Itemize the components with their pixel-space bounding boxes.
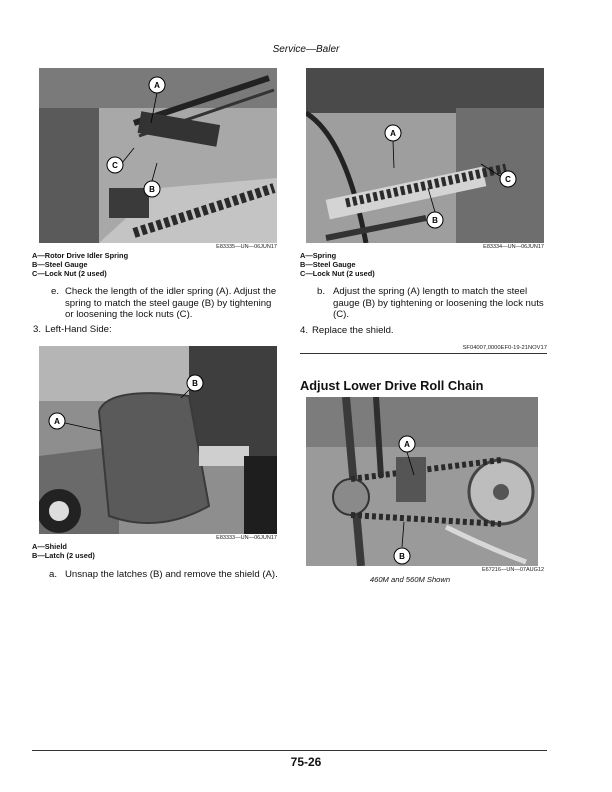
callout-c: C — [112, 161, 118, 170]
legend-item: A—Spring — [300, 251, 337, 260]
legend-item: A—Shield — [32, 542, 67, 551]
figure-shield — [39, 346, 277, 534]
step-3-text: Left-Hand Side: — [45, 324, 112, 335]
footer-divider — [32, 750, 547, 751]
photo-shield — [39, 346, 277, 534]
step-b-marker: b. — [317, 286, 326, 297]
step-a-marker: a. — [49, 569, 58, 580]
legend-item: C—Lock Nut (2 used) — [32, 269, 107, 279]
photo-spring — [306, 68, 544, 243]
photo-idler-spring — [39, 68, 277, 243]
step-3-marker: 3. — [33, 324, 42, 335]
step-4-text: Replace the shield. — [312, 325, 394, 336]
page-header: Service—Baler — [272, 44, 340, 55]
section-divider — [300, 353, 547, 354]
legend-item: B—Steel Gauge — [32, 260, 88, 270]
step-e-marker: e. — [51, 286, 60, 297]
legend-item: B—Steel Gauge — [300, 260, 356, 270]
callout-b: B — [149, 185, 155, 194]
step-e-text: Check the length of the idler spring (A). Adjust the spring to match the steel gauge (B) by tightening or loosening the lock nuts (C). — [65, 286, 277, 321]
step-a-text: Unsnap the latches (B) and remove the shield (A). — [65, 569, 278, 580]
photo-drive-chain — [306, 397, 538, 566]
document-code: SF04007,0000EF0-19-21NOV17 — [462, 345, 547, 351]
callout-a: A — [54, 417, 60, 426]
figure-code: E83334—UN—06JUN17 — [483, 244, 544, 250]
callout-b: B — [399, 552, 405, 561]
step-4-marker: 4. — [300, 325, 309, 336]
figure-legend — [32, 251, 282, 279]
callout-a: A — [154, 81, 160, 90]
figure-spring — [306, 68, 544, 243]
step-b-text: Adjust the spring (A) length to match the steel gauge (B) by tightening or loosening the lock nuts (C). — [333, 286, 544, 321]
legend-item: A—Rotor Drive Idler Spring — [32, 251, 129, 260]
callout-c: C — [505, 175, 511, 184]
legend-item: B—Latch (2 used) — [32, 551, 95, 561]
figure-lower-drive-roll-chain — [306, 397, 538, 566]
legend-item: C—Lock Nut (2 used) — [300, 269, 375, 279]
figure-legend — [32, 542, 282, 560]
callout-b: B — [432, 216, 438, 225]
figure-code: E83333—UN—06JUN17 — [216, 535, 277, 541]
section-title: Adjust Lower Drive Roll Chain — [300, 378, 484, 393]
callout-a: A — [404, 440, 410, 449]
callout-a: A — [390, 129, 396, 138]
figure-code: E67216—UN—07AUG12 — [481, 567, 544, 573]
figure-caption: 460M and 560M Shown — [369, 575, 451, 584]
figure-legend — [300, 251, 550, 279]
page-number: 75-26 — [290, 755, 322, 769]
figure-code: E83335—UN—06JUN17 — [216, 244, 277, 250]
figure-rotor-drive-idler-spring — [39, 68, 277, 243]
callout-b: B — [192, 379, 198, 388]
